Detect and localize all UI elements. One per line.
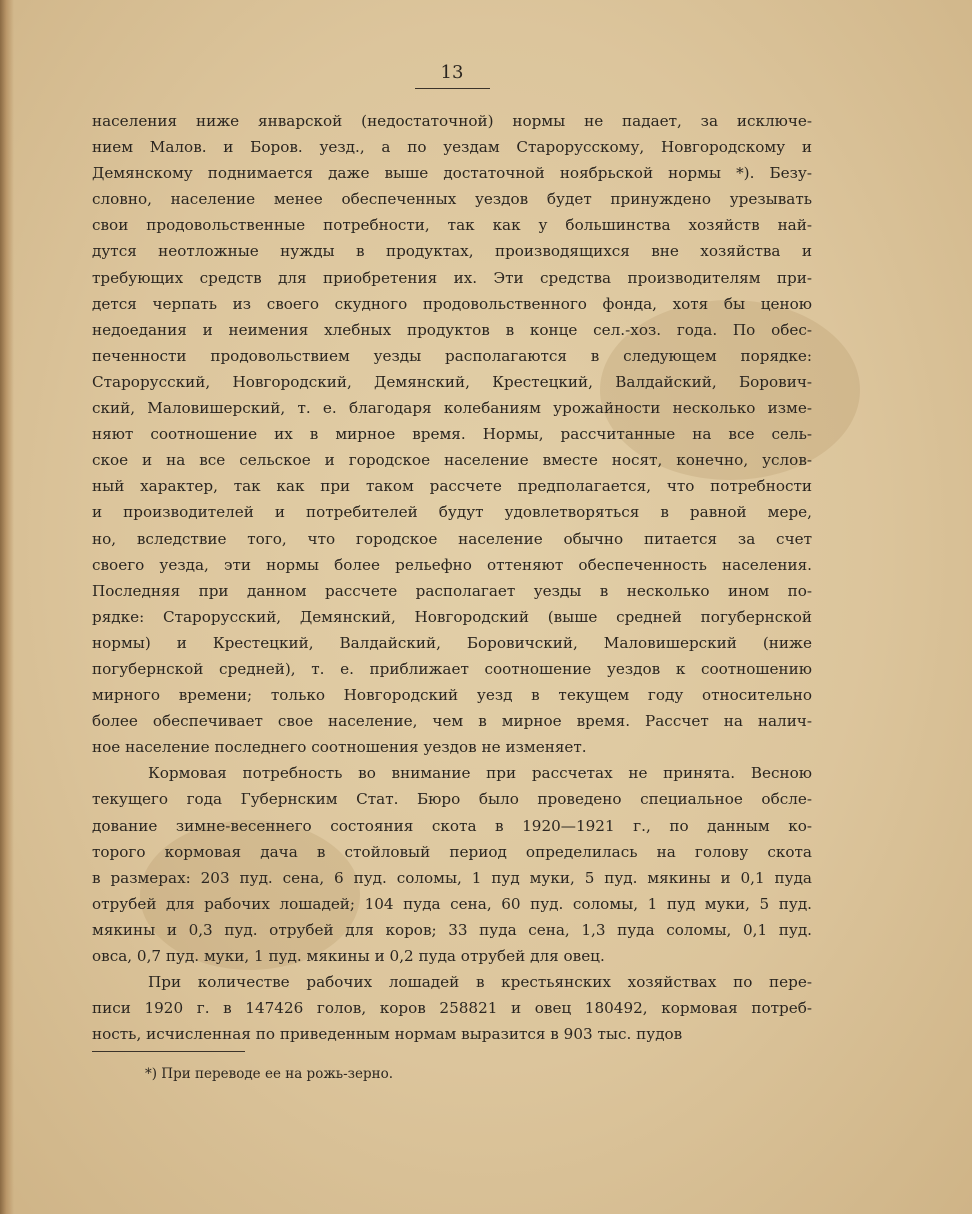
- text-line: мирного времени; только Новгородский уезд в текущем году относительно: [92, 686, 812, 705]
- text-line: Последняя при данном рассчете располагает уезды в несколько ином по-: [92, 581, 812, 600]
- text-line: нормы) и Крестецкий, Валдайский, Боровичский, Маловишерский (ниже: [92, 633, 812, 652]
- text-line: рядке: Старорусский, Демянский, Новгородский (выше средней погубернской: [92, 607, 812, 626]
- text-line: и производителей и потребителей будут удовлетворяться в равной мере,: [92, 503, 812, 522]
- text-line: ный характер, так как при таком рассчете предполагается, что потребности: [92, 477, 812, 496]
- footnote-rule: [92, 1051, 245, 1052]
- footnote: *) При переводе ее на рожь-зерно.: [145, 1066, 394, 1082]
- text-line: в размерах: 203 пуд. сена, 6 пуд. соломы, 1 пуд муки, 5 пуд. мякины и 0,1 пуда: [92, 868, 812, 887]
- text-line: погубернской средней), т. е. приближает соотношение уездов к соотношению: [92, 659, 812, 678]
- text-line: но, вследствие того, что городское население обычно питается за счет: [92, 529, 812, 548]
- text-line: печенности продовольствием уезды располагаются в следующем порядке:: [92, 346, 812, 365]
- text-line: дется черпать из своего скудного продовольственного фонда, хотя бы ценою: [92, 294, 812, 313]
- text-line: писи 1920 г. в 147426 голов, коров 258821 и овец 180492, кормовая потреб-: [92, 999, 812, 1018]
- text-line: Кормовая потребность во внимание при рассчетах не принята. Весною: [148, 764, 812, 783]
- text-line: торого кормовая дача в стойловый период определилась на голову скота: [92, 842, 812, 861]
- text-line: овса, 0,7 пуд. муки, 1 пуд. мякины и 0,2 пуда отрубей для овец.: [92, 947, 605, 965]
- text-line: ное население последнего соотношения уездов не изменяет.: [92, 738, 587, 757]
- text-line: требующих средств для приобретения их. Эти средства производителям при-: [92, 268, 812, 287]
- page-number: 13: [440, 62, 464, 83]
- text-line: ский, Маловишерский, т. е. благодаря колебаниям урожайности несколько изме-: [92, 399, 812, 418]
- text-line: мякины и 0,3 пуд. отрубей для коров; 33 пуда сена, 1,3 пуда соломы, 0,1 пуд.: [92, 920, 812, 939]
- text-line: дутся неотложные нужды в продуктах, производящихся вне хозяйства и: [92, 242, 812, 261]
- body-text: [92, 108, 812, 1047]
- text-line: текущего года Губернским Стат. Бюро было проведено специальное обсле-: [92, 790, 812, 809]
- text-line: своего уезда, эти нормы более рельефно оттеняют обеспеченность населения.: [92, 555, 812, 574]
- text-line: более обеспечивает свое население, чем в мирное время. Рассчет на налич-: [92, 712, 812, 731]
- text-line: недоедания и неимения хлебных продуктов в конце сел.-хоз. года. По обес-: [92, 320, 812, 339]
- text-line: свои продовольственные потребности, так как у большинства хозяйств най-: [92, 216, 812, 235]
- text-line: дование зимне-весеннего состояния скота в 1920—1921 г., по данным ко-: [92, 816, 812, 835]
- text-line: словно, население менее обеспеченных уездов будет принуждено урезывать: [92, 190, 812, 209]
- text-line: няют соотношение их в мирное время. Нормы, рассчитанные на все сель-: [92, 425, 812, 444]
- text-line: Демянскому поднимается даже выше достаточной ноябрьской нормы *). Безу-: [92, 164, 812, 183]
- text-line: ское и на все сельское и городское население вместе носят, конечно, услов-: [92, 451, 812, 470]
- text-line: Старорусский, Новгородский, Демянский, Крестецкий, Валдайский, Борович-: [92, 372, 812, 391]
- text-line: нием Малов. и Боров. уезд., а по уездам Старорусскому, Новгородскому и: [92, 138, 812, 157]
- page-number-rule: [415, 88, 490, 89]
- text-line: отрубей для рабочих лошадей; 104 пуда сена, 60 пуд. соломы, 1 пуд муки, 5 пуд.: [92, 894, 812, 913]
- text-line: ность, исчисленная по приведенным нормам выразится в 903 тыс. пудов: [92, 1025, 683, 1044]
- text-line: При количестве рабочих лошадей в крестьянских хозяйствах по пере-: [148, 973, 812, 992]
- text-line: населения ниже январской (недостаточной) нормы не падает, за исключе-: [92, 112, 812, 130]
- page-binding-edge: [0, 0, 14, 1214]
